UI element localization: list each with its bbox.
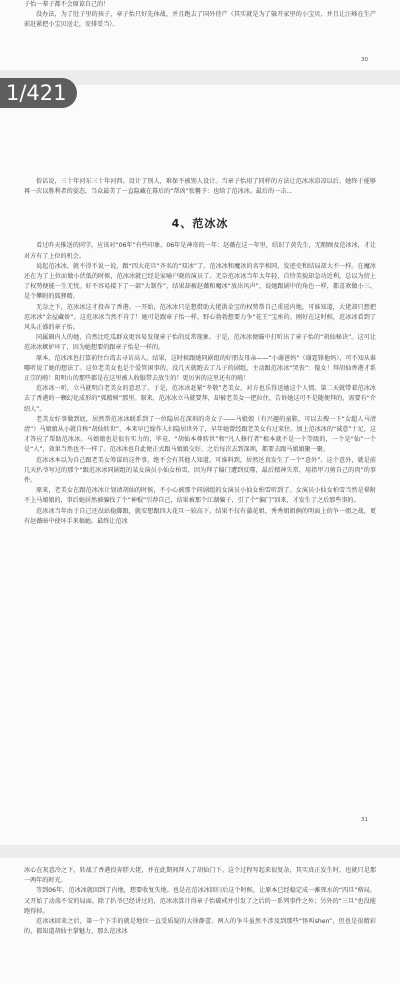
document-page-31 <box>0 85 400 845</box>
paragraph: 老美女好事做到底，居然帮范冰冰联系到了一位隐居在深圳的奇女子——马娘娘（有兴趣的童鞋，可以去搜一下“女超人马清清”）马娘娘从小就自称“胡仙转世”，本来早已嫁作人妇隐居世外了，早年她曾经跟老美女有过来往。加上范冰冰的“诚意”十足，这才答应了帮助范冰冰。马娘娘也是很有实力的，毕竟，“胡仙本尊转世”和“凡人修行者”根本就不是一个等级的，一个是“仙”一个是“人”，效果当然也不一样了。范冰冰也自此便正式跟马娘娘交好，之后每次去到深圳，都要去跟马娘娘聚一聚。 <box>24 415 376 454</box>
document-page-32 <box>0 858 400 983</box>
page-separator <box>0 845 400 858</box>
document-page-30 <box>0 0 400 70</box>
paragraph: 范冰冰本以为自己跟老美女筹谋的这件事，绝不会有其他人知道。可谁料到，居然还真发生了一个“意外”。这个意外，就是前几天扒爷写过的那个“跟范冰冰同剧组的某女演员小仙女柏雪，因为拜了偏门遭到反噬，最后精神失常、用指甲刀剪自己的肉”的事件。 <box>24 456 376 485</box>
paragraph: 范冰冰回来之后，第一个下手的就是地位一直受质疑的大徐静蕾。两人的争斗虽然不涉及到那些“怪叫shen”，但也是很精彩的，都知道胡仙主掌魅力，那么范冰冰 <box>24 918 376 936</box>
paragraph: 原来，老美女在跟范冰冰计划请胡仙的时候，不小心被那个同剧组的女演员小仙女柏雪听到了。女演员小仙女柏雪当然是晕附不上马娘娘的，事后她居然被骗找了个“神棍”引荐自己，结果被那个江湖骗子，引了个“偏门”回来，才发生了之后那些事的。 <box>24 487 376 505</box>
paragraph: 等到06年，范冰冰就回到了内地，想要收复失地。也是在范冰冰回归后这个时候，让原本已经稳定成一滩死水的“四旦”格局，又开始了动荡不安的局面。除了扒爷已经讲过的，范冰冰算计得章子怡破戒并引发了之后的一系列事件之外；另外的“三旦”也没能跑得掉。 <box>24 887 376 915</box>
paragraph: 范冰冰当年由于自己还没站稳脚跟，就安想跟四大花旦一较高下。结果不仅有蒲花姐、秀秀姐姐俩的明面上的争一姐之战，更有赵薇暗中使坏手来搞她。最终让范冰 <box>24 507 376 525</box>
paragraph: 看过昨天推送的同学，应该对“06年”有些印象。06年是神奇的一年：赵薇在这一年里，结识了黄先生，无暇顾及范冰冰，才让对方有了上位的机会。 <box>24 242 376 260</box>
paragraph-intro: 俗话说，三十年河东三十年河西。设计了别人，难保不被别人设计。当章子怡用了同样的方法让范冰冰凉凉以后，她终于能够再一次以胜利者的姿态，当众最美了一直隐藏在幕后的“帮凶”张馨予：也给了范冰冰。最后的一击... <box>24 178 376 196</box>
page-number: 30 <box>361 57 368 63</box>
paragraph: 范冰冰一听，立马就明白老美女的意思了。于是，范冰冰赶紧“孝敬”老美女，对方也乐得送她这个人情。第二天就带着范冰冰去了香港的一颗幻化成形的“狐精树”那里。原来，范冰冰立马就要拜，却被老美女一把拉住，告诉她这可不是随便拜的，需要有“介绍人”。 <box>24 385 376 413</box>
page-number: 31 <box>361 817 368 823</box>
paragraph: 子怡一辈子都不会原谅自己的！ <box>24 1 110 8</box>
paragraph: 原本，范冰冰也打算前往台湾去寻访高人。结果，这时候跟她同剧组的好朋友母亲——“小谢爸妈”（谢霆锋他妈），可不知从谁哪听说了她的想法了。这位老美女也是个爱管闲事的，没几天就跑去了儿子的剧组，主动跟范冰冰“哭丧”：傻女！拜胡仙香港才系正宗的啦！阳明山的那些都是在这里被人收服带去放生的！更厉害的这里还有的啦！ <box>24 354 376 383</box>
paragraph: 说起范冰冰，就不得不说一说，跟“四大花旦”齐名的“双冰”了。范冰冰和魔冰的名字相同，发迹史和结局却大不一样。在魔冰还在为了上位而做小伏低的时候，范冰冰就已经是家喻户晓的演员了。无奈范冰冰当年太年轻，自恃美貌却急功近利，总以为傍上了权势便能一生无忧。好不容易接下了一部“大制作”，结果却被赵薇和魔冰“放出风声”，说她跟剧中的角色一样，都喜欢做小三、是个攀附的狐狸精。 <box>24 262 376 301</box>
paragraph: 无奈之下，范冰冰这才投奔了香港。一开始，范冰冰只是想借助大佬洪金宝的权势帮自己重返内地，可谁知道，大佬却只想把范冰冰“金屋藏娇”。这范冰冰当然不肯了！她可是跟章子怡一样，野心勃勃想要力争“花王”宝座的。刚好在这时候，范冰冰看到了风头正盛的章子怡。 <box>24 303 376 332</box>
paragraph: 同属圈内人的她，自然比吃瓜群众更容易发现章子怡的反常现象。于是，范冰冰便瞄中打听出了章子怡的“胡仙秘诀”。这可让范冰冰嫉妒坏了，因为她想要的跟章子怡是一样的。 <box>24 334 376 352</box>
chapter-title: 4、范冰冰 <box>171 217 229 231</box>
paragraph: 冰心在灰意冷之下，转战了香港投奔胖大佬，并在此期间拜入了胡仙门下。这个过程写起来很复杂，其实真正发生时，也就只是那一两年的时光。 <box>24 867 376 885</box>
paragraph: 没办法，为了肚子里的孩子，章子怡只好先休战，并且跑去了国外待产（其实就是为了躲开家里的小宝贝，并且让汪峰在生产前赶紧把小宝贝送走，安排妥当）。 <box>24 11 376 29</box>
page-counter-badge: 1/421 <box>0 78 77 108</box>
